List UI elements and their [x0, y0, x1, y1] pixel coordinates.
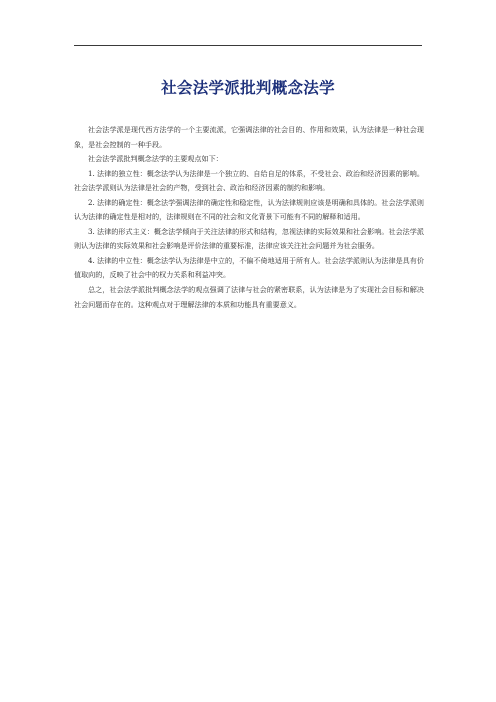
header-rule	[74, 45, 422, 46]
paragraph-point-2: 2. 法律的确定性：概念法学强调法律的确定性和稳定性，认为法律规则应该是明确和具体的。社会法学派则认为法律的确定性是相对的，法律规则在不同的社会和文化背景下可能有不同的解释和适用。	[74, 197, 424, 222]
paragraph-point-3: 3. 法律的形式主义：概念法学倾向于关注法律的形式和结构，忽视法律的实际效果和社会影响。社会法学派则认为法律的实际效果和社会影响是评价法律的重要标准，法律应该关注社会问题并为社会服务。	[74, 226, 424, 251]
paragraph-point-4: 4. 法律的中立性：概念法学认为法律是中立的，不偏不倚地适用于所有人。社会法学派则认为法律是具有价值取向的，反映了社会中的权力关系和利益冲突。	[74, 255, 424, 280]
document-title: 社会法学派批判概念法学	[161, 78, 335, 97]
paragraph-lead: 社会法学派批判概念法学的主要观点如下：	[88, 154, 223, 164]
paragraph-point-1: 1. 法律的独立性：概念法学认为法律是一个独立的、自给自足的体系，不受社会、政治和经济因素的影响。社会法学派则认为法律是社会的产物，受到社会、政治和经济因素的制约和影响。	[74, 168, 424, 193]
document-body	[74, 123, 424, 312]
paragraph-intro: 社会法学派是现代西方法学的一个主要流派，它强调法律的社会目的、作用和效果，认为法律是一种社会现象，是社会控制的一种手段。	[74, 125, 424, 149]
paragraph-conclusion: 总之，社会法学派批判概念法学的观点强调了法律与社会的紧密联系，认为法律是为了实现社会目标和解决社会问题而存在的。这种观点对于理解法律的本质和功能具有重要意义。	[74, 285, 424, 309]
